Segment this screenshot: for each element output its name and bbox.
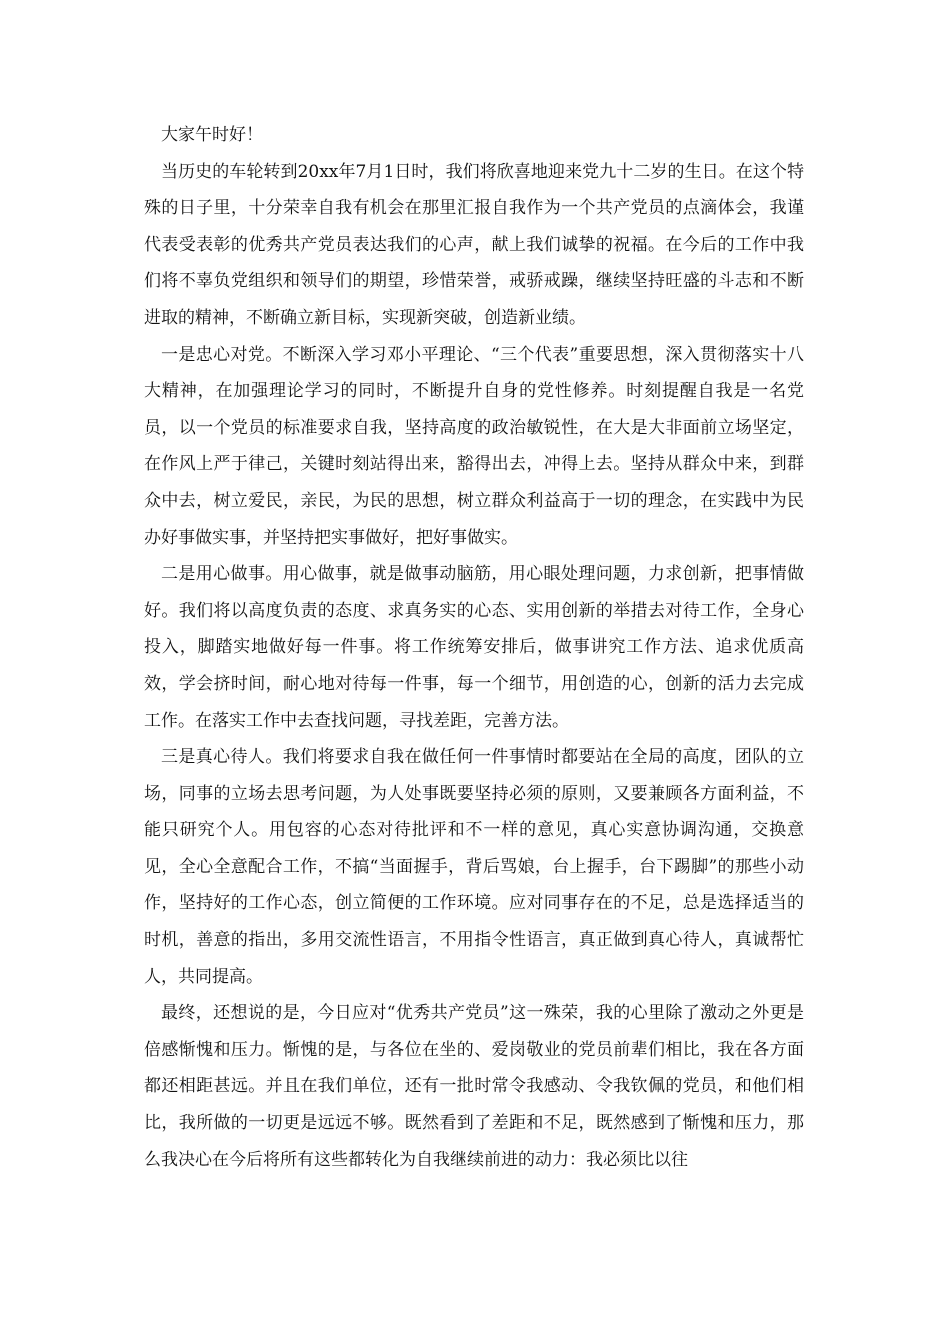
paragraph-intro: 当历史的车轮转到20xx年7月1日时，我们将欣喜地迎来党九十二岁的生日。在这个特殊的日子里，十分荣幸自我有机会在那里汇报自我作为一个共产党员的点滴体会，我谨代表受表彰的优秀共产党员表达我们的心声，献上我们诚挚的祝福。在今后的工作中我们将不辜负党组织和领导们的期望，珍惜荣誉，戒骄戒躁，继续坚持旺盛的斗志和不断进取的精神，不断确立新目标，实现新突破，创造新业绩。 [144,161,804,328]
greeting: 大家午时好！ [161,125,263,145]
document-body [144,117,804,1178]
paragraph-diligence: 二是用心做事。用心做事，就是做事动脑筋，用心眼处理问题，力求创新，把事情做好。我们将以高度负责的态度、求真务实的心态、实用创新的举措去对待工作，全身心投入，脚踏实地做好每一件事。将工作统筹安排后，做事讲究工作方法、追求优质高效，学会挤时间，耐心地对待每一件事，每一个细节，用创造的心，创新的活力去完成工作。在落实工作中去查找问题，寻找差距，完善方法。 [144,564,804,731]
paragraph-sincerity: 三是真心待人。我们将要求自我在做任何一件事情时都要站在全局的高度，团队的立场，同事的立场去思考问题，为人处事既要坚持必须的原则，又要兼顾各方面利益，不能只研究个人。用包容的心态对待批评和不一样的意见，真心实意协调沟通，交换意见，全心全意配合工作，不搞“当面握手，背后骂娘，台上握手，台下踢脚”的那些小动作，坚持好的工作心态，创立简便的工作环境。应对同事存在的不足，总是选择适当的时机，善意的指出，多用交流性语言，不用指令性语言，真正做到真心待人，真诚帮忙人，共同提高。 [144,747,804,987]
paragraph-closing: 最终，还想说的是，今日应对“优秀共产党员”这一殊荣，我的心里除了激动之外更是倍感惭愧和压力。惭愧的是，与各位在坐的、爱岗敬业的党员前辈们相比，我在各方面都还相距甚远。并且在我们单位，还有一批时常令我感动、令我钦佩的党员，和他们相比，我所做的一切更是远远不够。既然看到了差距和不足，既然感到了惭愧和压力，那么我决心在今后将所有这些都转化为自我继续前进的动力：我必须比以往 [144,1003,804,1170]
paragraph-loyalty: 一是忠心对党。不断深入学习邓小平理论、“三个代表”重要思想，深入贯彻落实十八大精神，在加强理论学习的同时，不断提升自身的党性修养。时刻提醒自我是一名党员，以一个党员的标准要求自我，坚持高度的政治敏锐性，在大是大非面前立场坚定，在作风上严于律己，关键时刻站得出来，豁得出去，冲得上去。坚持从群众中来，到群众中去，树立爱民，亲民，为民的思想，树立群众利益高于一切的理念，在实践中为民办好事做实事，并坚持把实事做好，把好事做实。 [144,344,804,548]
